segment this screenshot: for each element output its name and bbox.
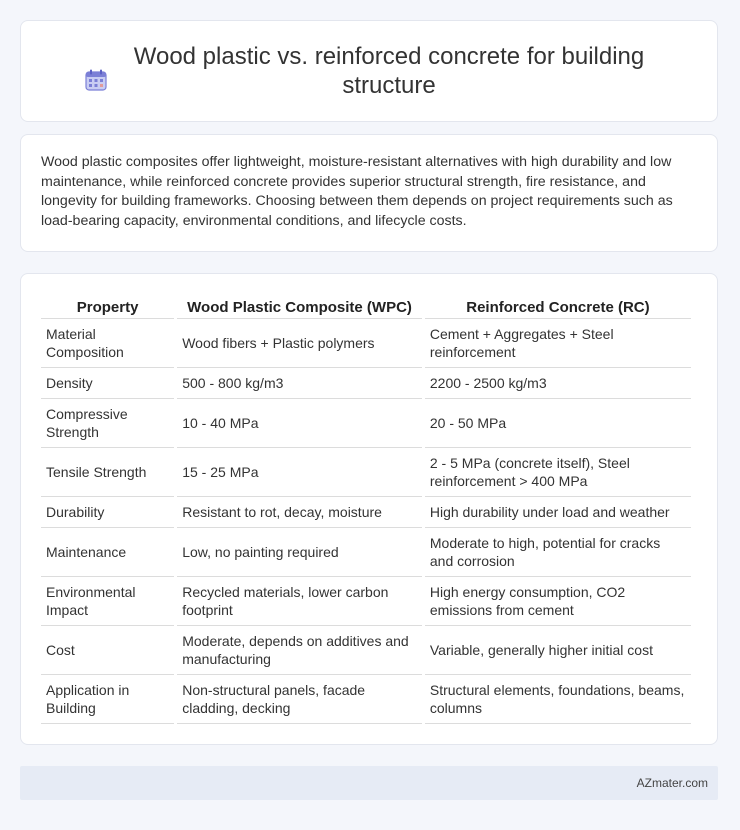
row-rc-value: Moderate to high, potential for cracks and corrosion xyxy=(425,528,691,577)
row-property: Durability xyxy=(41,497,174,528)
comparison-table xyxy=(38,294,694,724)
row-wpc-value: 500 - 800 kg/m3 xyxy=(177,368,422,399)
row-property: Environmental Impact xyxy=(41,577,174,626)
row-rc-value: Structural elements, foundations, beams, columns xyxy=(425,675,691,724)
row-property: Maintenance xyxy=(41,528,174,577)
table-row xyxy=(41,368,691,399)
row-rc-value: Cement + Aggregates + Steel reinforcement xyxy=(425,319,691,368)
table-row xyxy=(41,528,691,577)
title-card xyxy=(20,20,718,122)
header-rc: Reinforced Concrete (RC) xyxy=(425,294,691,319)
row-rc-value: 20 - 50 MPa xyxy=(425,399,691,448)
row-wpc-value: Non-structural panels, facade cladding, decking xyxy=(177,675,422,724)
page-title: Wood plastic vs. reinforced concrete for building structure xyxy=(133,43,645,99)
title-wrap xyxy=(69,42,669,100)
row-rc-value: High durability under load and weather xyxy=(425,497,691,528)
footer-brand: AZmater.com xyxy=(636,776,708,790)
header-wpc: Wood Plastic Composite (WPC) xyxy=(177,294,422,319)
table-row xyxy=(41,577,691,626)
row-rc-value: 2 - 5 MPa (concrete itself), Steel reinforcement > 400 MPa xyxy=(425,448,691,497)
row-rc-value: High energy consumption, CO2 emissions from cement xyxy=(425,577,691,626)
row-wpc-value: Wood fibers + Plastic polymers xyxy=(177,319,422,368)
row-property: Density xyxy=(41,368,174,399)
table-row xyxy=(41,319,691,368)
row-property: Material Composition xyxy=(41,319,174,368)
table-row xyxy=(41,448,691,497)
table-row xyxy=(41,497,691,528)
table-header-row xyxy=(41,294,691,319)
row-property: Tensile Strength xyxy=(41,448,174,497)
row-wpc-value: 10 - 40 MPa xyxy=(177,399,422,448)
row-property: Cost xyxy=(41,626,174,675)
table-row xyxy=(41,399,691,448)
row-wpc-value: Moderate, depends on additives and manufacturing xyxy=(177,626,422,675)
row-rc-value: Variable, generally higher initial cost xyxy=(425,626,691,675)
table-row xyxy=(41,675,691,724)
row-property: Application in Building xyxy=(41,675,174,724)
row-wpc-value: Recycled materials, lower carbon footprint xyxy=(177,577,422,626)
header-property: Property xyxy=(41,294,174,319)
summary-text: Wood plastic composites offer lightweight, moisture-resistant alternatives with high durability and low maintenance, while reinforced concrete provides superior structural strength, fire resistance, and longevity for building frameworks. Choosing between them depends on project requirements such as load-bearing capacity, environmental conditions, and lifecycle costs. xyxy=(41,154,673,229)
calendar-icon xyxy=(84,68,108,92)
row-property: Compressive Strength xyxy=(41,399,174,448)
row-wpc-value: 15 - 25 MPa xyxy=(177,448,422,497)
row-rc-value: 2200 - 2500 kg/m3 xyxy=(425,368,691,399)
comparison-table-card xyxy=(20,273,718,745)
footer-bar xyxy=(20,766,718,800)
table-row xyxy=(41,626,691,675)
row-wpc-value: Resistant to rot, decay, moisture xyxy=(177,497,422,528)
summary-card xyxy=(20,134,718,252)
row-wpc-value: Low, no painting required xyxy=(177,528,422,577)
